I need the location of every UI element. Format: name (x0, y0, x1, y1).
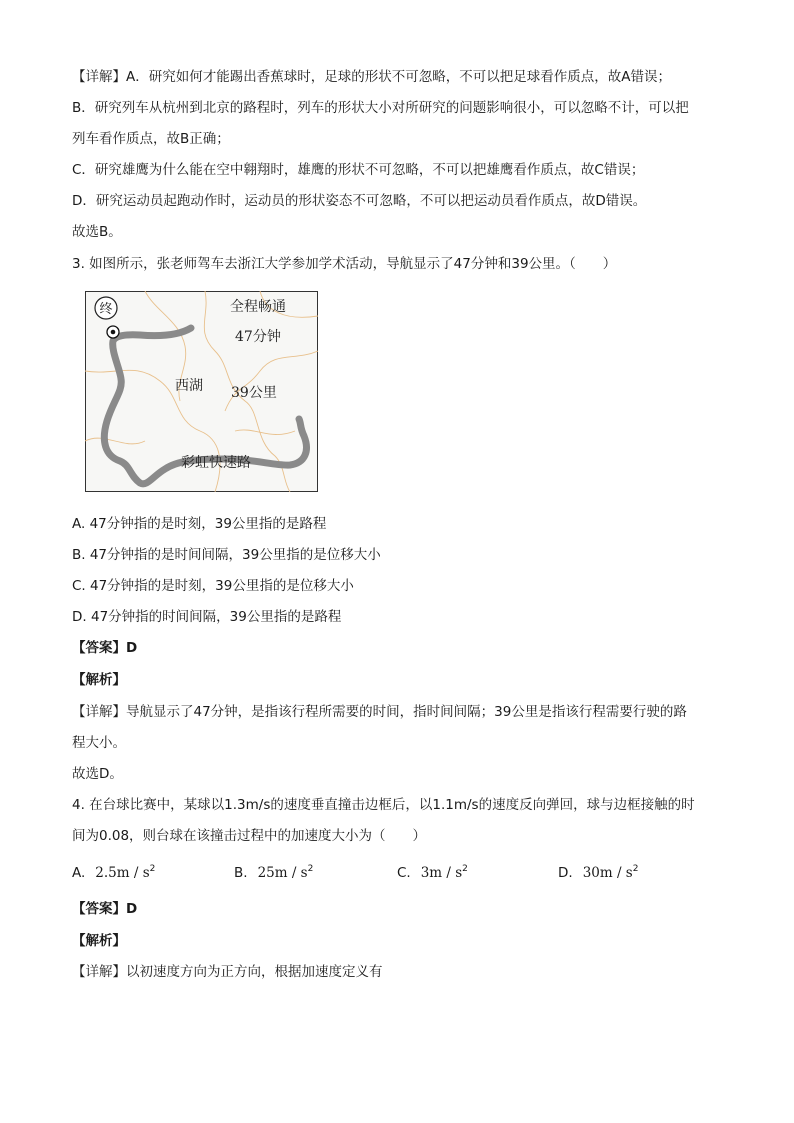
q4-option-b-letter: B. (234, 865, 248, 881)
q4-option-a (72, 864, 155, 882)
q4-option-d (558, 864, 638, 882)
q4-analysis-label: 【解析】 (72, 933, 126, 949)
q4-option-b-exponent: 2 (307, 864, 314, 874)
q4-option-c-value: 3m / s (420, 865, 463, 881)
q4-stem-line-2: 间为0.08，则台球在该撞击过程中的加速度大小为（ ） (72, 828, 427, 844)
q2-detail-line-5: D．研究运动员起跑动作时，运动员的形状姿态不可忽略，不可以把运动员看作质点，故D错误。 (72, 193, 647, 209)
q4-stem-line-1: 4. 在台球比赛中，某球以1.3m/s的速度垂直撞击边框后，以1.1m/s的速度反向弹回，球与边框接触的时 (72, 797, 695, 813)
q4-option-a-exponent: 2 (149, 864, 156, 874)
q3-detail-line-2: 程大小。 (72, 735, 126, 751)
q4-option-d-value: 30m / s (582, 865, 633, 881)
q3-stem: 3. 如图所示，张老师驾车去浙江大学参加学术活动，导航显示了47分钟和39公里。（ ） (72, 256, 617, 272)
q3-detail-line-1: 【详解】导航显示了47分钟，是指该行程所需要的时间，指时间间隔；39公里是指该行程需要行驶的路 (72, 704, 687, 720)
q4-option-c-letter: C. (397, 865, 411, 881)
map-traffic-status: 全程畅通 (230, 299, 286, 315)
q3-option-a: A. 47分钟指的是时刻，39公里指的是路程 (72, 516, 327, 532)
q4-option-d-exponent: 2 (632, 864, 639, 874)
q3-option-c: C. 47分钟指的是时刻，39公里指的是位移大小 (72, 578, 354, 594)
map-place-west-lake: 西湖 (175, 378, 203, 394)
map-distance: 39公里 (231, 385, 277, 401)
navigation-map-figure (85, 291, 318, 492)
q3-analysis-label: 【解析】 (72, 672, 126, 688)
q2-detail-line-2: B．研究列车从杭州到北京的路程时，列车的形状大小对所研究的问题影响很小，可以忽略不计，可以把 (72, 100, 689, 116)
q4-option-c-exponent: 2 (462, 864, 468, 874)
end-marker-label: 终 (99, 302, 113, 317)
map-road-name: 彩虹快速路 (181, 455, 251, 471)
q2-conclusion: 故选B。 (72, 224, 122, 240)
q4-option-c (397, 864, 468, 882)
q2-detail-line-4: C．研究雄鹰为什么能在空中翱翔时，雄鹰的形状不可忽略，不可以把雄鹰看作质点，故C错误； (72, 162, 645, 178)
q3-option-d: D. 47分钟指的时间间隔，39公里指的是路程 (72, 609, 342, 625)
q3-conclusion: 故选D。 (72, 766, 123, 782)
q3-option-b: B. 47分钟指的是时间间隔，39公里指的是位移大小 (72, 547, 381, 563)
q4-option-a-value: 2.5m / s (95, 865, 150, 881)
q4-option-a-letter: A. (72, 865, 86, 881)
q4-option-d-letter: D. (558, 865, 573, 881)
map-duration: 47分钟 (235, 329, 281, 345)
q3-answer: 【答案】D (72, 640, 138, 656)
q2-detail-line-1: 【详解】A．研究如何才能踢出香蕉球时，足球的形状不可忽略，不可以把足球看作质点，故A错误； (72, 69, 671, 85)
start-point-icon (107, 326, 119, 338)
q4-option-b (234, 864, 313, 882)
q4-answer: 【答案】D (72, 901, 138, 917)
q4-detail: 【详解】以初速度方向为正方向，根据加速度定义有 (72, 964, 383, 980)
q4-option-b-value: 25m / s (257, 865, 308, 881)
q2-detail-line-3: 列车看作质点，故B正确； (72, 131, 230, 147)
end-marker (95, 297, 117, 319)
